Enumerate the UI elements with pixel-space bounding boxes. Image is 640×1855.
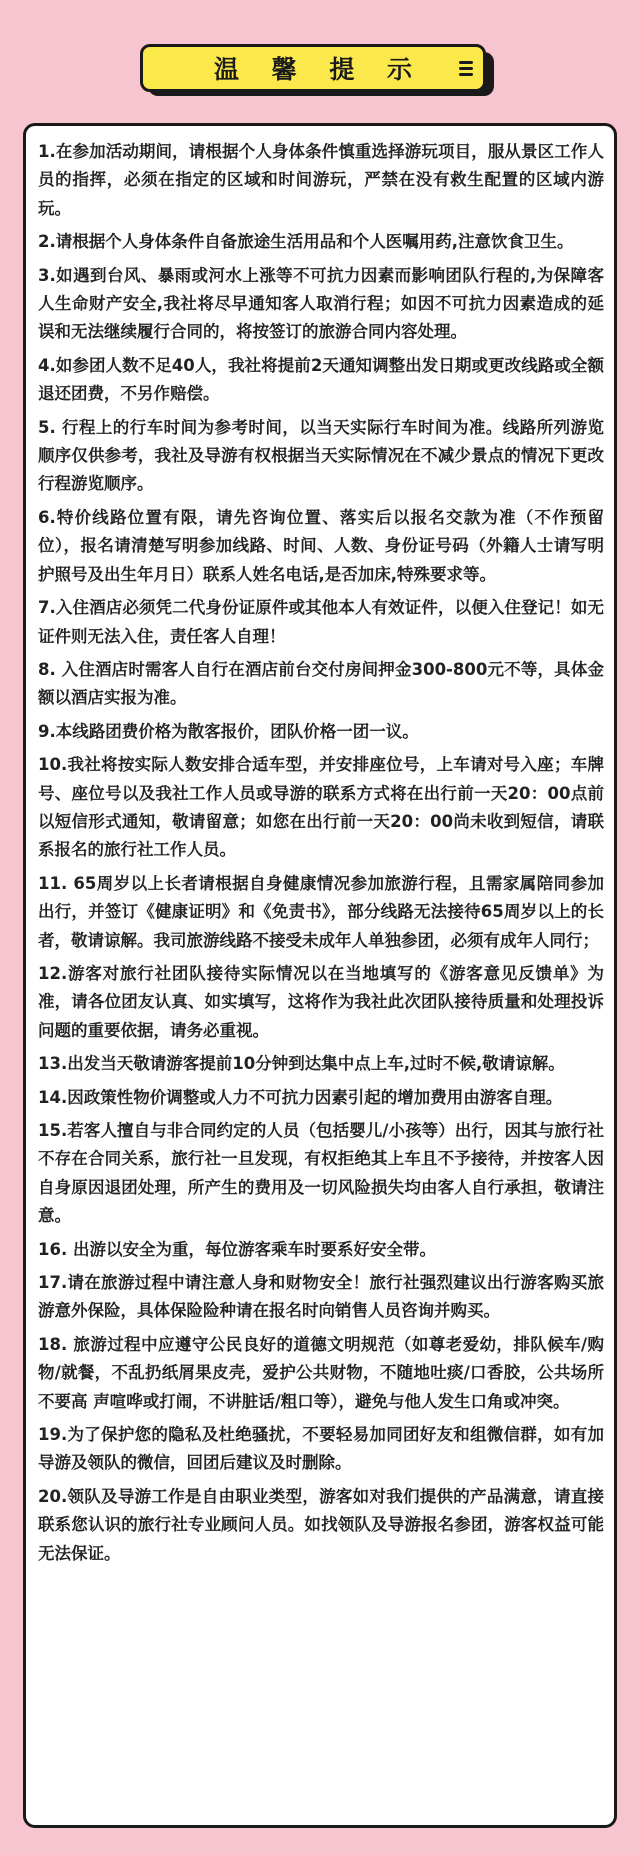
notice-item-3: 3.如遇到台风、暴雨或河水上涨等不可抗力因素而影响团队行程的,为保障客人生命财产安全,我社将尽早通知客人取消行程；如因不可抗力因素造成的延误和无法继续履行合同的，将按签订的旅游合同内容处理。 bbox=[38, 265, 604, 342]
notice-item-13: 13.出发当天敬请游客提前10分钟到达集中点上车,过时不候,敬请谅解。 bbox=[38, 1054, 565, 1074]
notice-item-8: 8. 入住酒店时需客人自行在酒店前台交付房间押金300-800元不等，具体金额以酒店实报为准。 bbox=[38, 659, 604, 708]
decorative-lines-icon bbox=[459, 61, 473, 76]
notice-item-7: 7.入住酒店必须凭二代身份证原件或其他本人有效证件，以便入住登记！如无证件则无法入住，责任客人自理！ bbox=[38, 598, 604, 646]
notice-item-11: 11. 65周岁以上长者请根据自身健康情况参加旅游行程，且需家属陪同参加出行，并签订《健康证明》和《免责书》，部分线路无法接待65周岁以上的长者，敬请谅解。我司旅游线路不接受未成年人单独参团，必须有成年人同行； bbox=[38, 873, 604, 950]
notice-item-19: 19.为了保护您的隐私及杜绝骚扰，不要轻易加同团好友和组微信群，如有加导游及领队的微信，回团后建议及时删除。 bbox=[38, 1425, 604, 1473]
notice-item-10: 10.我社将按实际人数安排合适车型，并安排座位号，上车请对号入座；车牌号、座位号以及我社工作人员或导游的联系方式将在出行前一天20：00点前以短信形式通知，敬请留意；如您在出行前一天20：00尚未收到短信，请联系报名的旅行社工作人员。 bbox=[38, 755, 604, 860]
title-banner bbox=[140, 44, 494, 96]
notice-item-6: 6.特价线路位置有限，请先咨询位置、落实后以报名交款为准（不作预留位），报名请清楚写明参加线路、时间、人数、身份证号码（外籍人士请写明护照号及出生年月日）联系人姓名电话,是否加床,特殊要求等。 bbox=[38, 507, 604, 584]
page-title: 温 馨 提 示 bbox=[213, 55, 425, 84]
notice-item-16: 16. 出游以安全为重，每位游客乘车时要系好安全带。 bbox=[38, 1239, 436, 1259]
notice-card bbox=[23, 123, 617, 1828]
notice-item-12: 12.游客对旅行社团队接待实际情况以在当地填写的《游客意见反馈单》为准，请各位团友认真、如实填写，这将作为我社此次团队接待质量和处理投诉问题的重要依据，请务必重视。 bbox=[38, 963, 604, 1040]
notice-item-14: 14.因政策性物价调整或人力不可抗力因素引起的增加费用由游客自理。 bbox=[38, 1087, 563, 1107]
notice-item-18: 18. 旅游过程中应遵守公民良好的道德文明规范（如尊老爱幼，排队候车/购物/就餐，不乱扔纸屑果皮壳，爱护公共财物，不随地吐痰/口香胶，公共场所不要高 声喧哗或打闹，不讲脏话/粗口等），避免与他人发生口角或冲突。 bbox=[38, 1334, 604, 1411]
notice-item-20: 20.领队及导游工作是自由职业类型，游客如对我们提供的产品满意，请直接联系您认识的旅行社专业顾问人员。如找领队及导游报名参团，游客权益可能无法保证。 bbox=[38, 1486, 604, 1563]
title-box bbox=[140, 44, 486, 92]
notice-item-9: 9.本线路团费价格为散客报价，团队价格一团一议。 bbox=[38, 721, 419, 741]
notice-item-17: 17.请在旅游过程中请注意人身和财物安全！旅行社强烈建议出行游客购买旅游意外保险，具体保险险种请在报名时向销售人员咨询并购买。 bbox=[38, 1273, 604, 1321]
notice-item-15: 15.若客人擅自与非合同约定的人员（包括婴儿/小孩等）出行，因其与旅行社不存在合同关系，旅行社一旦发现，有权拒绝其上车且不予接待，并按客人因自身原因退团处理，所产生的费用及一切风险损失均由客人自行承担，敬请注意。 bbox=[38, 1121, 604, 1226]
notice-item-4: 4.如参团人数不足40人，我社将提前2天通知调整出发日期或更改线路或全额退还团费，不另作赔偿。 bbox=[38, 355, 604, 404]
notice-item-1: 1.在参加活动期间，请根据个人身体条件慎重选择游玩项目，服从景区工作人员的指挥，必须在指定的区域和时间游玩，严禁在没有救生配置的区域内游玩。 bbox=[38, 142, 604, 218]
notice-item-5: 5. 行程上的行车时间为参考时间，以当天实际行车时间为准。线路所列游览顺序仅供参考，我社及导游有权根据当天实际情况在不减少景点的情况下更改行程游览顺序。 bbox=[38, 417, 604, 494]
notice-item-2: 2.请根据个人身体条件自备旅途生活用品和个人医嘱用药,注意饮食卫生。 bbox=[38, 232, 574, 252]
